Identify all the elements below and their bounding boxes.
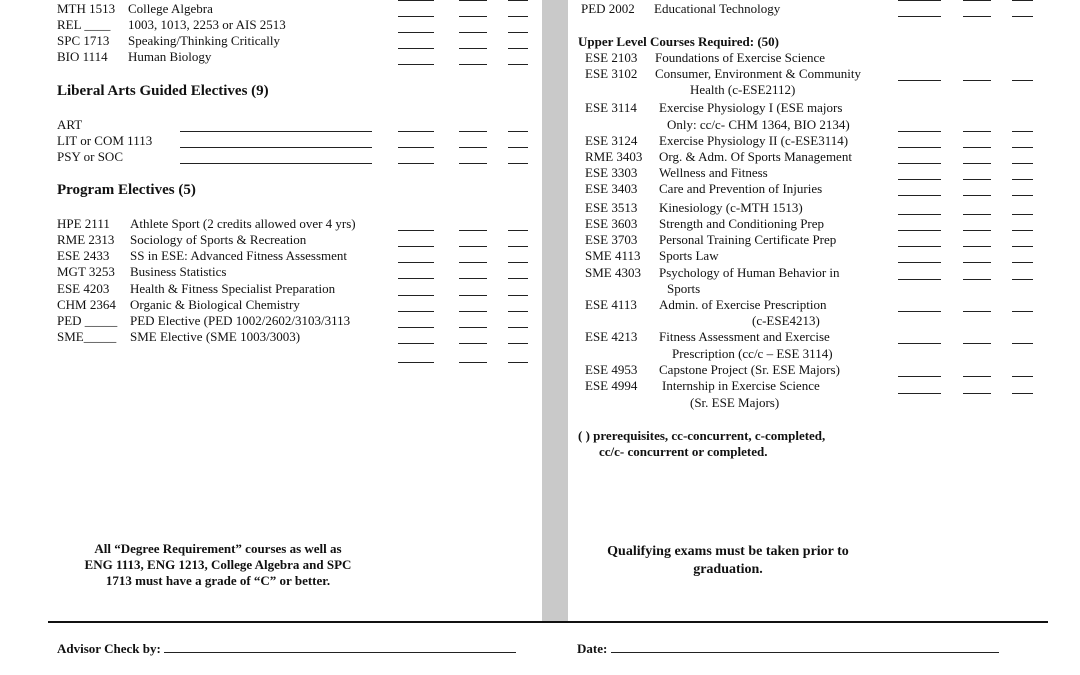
course-title-cont: Sports <box>667 281 701 296</box>
course-title: SME Elective (SME 1003/3003) <box>130 329 301 344</box>
grade-blank-line[interactable] <box>398 48 434 49</box>
course-code: SME_____ <box>57 329 117 344</box>
course-code: PED _____ <box>57 313 118 328</box>
grade-blank-line[interactable] <box>963 195 991 196</box>
course-title: Internship in Exercise Science <box>662 378 820 393</box>
course-code: ESE 3124 <box>585 133 638 148</box>
course-code: ESE 3102 <box>585 66 638 81</box>
course-code: ESE 4994 <box>585 378 638 393</box>
course-title: Capstone Project (Sr. ESE Majors) <box>659 362 840 377</box>
course-title: Sports Law <box>659 248 719 263</box>
grade-blank-line[interactable] <box>963 311 991 312</box>
course-code: ESE 3114 <box>585 100 637 115</box>
grade-blank-line[interactable] <box>398 230 434 231</box>
grade-blank-line[interactable] <box>398 131 434 132</box>
course-code: RME 2313 <box>57 232 115 247</box>
course-code: ESE 3403 <box>585 181 638 196</box>
grade-blank-line[interactable] <box>459 246 487 247</box>
grade-blank-line[interactable] <box>963 230 991 231</box>
grade-blank-line[interactable] <box>963 163 991 164</box>
elective-blank-line <box>180 147 372 148</box>
grade-blank-line[interactable] <box>398 327 434 328</box>
elective-label: ART <box>57 117 83 132</box>
note-line: ENG 1113, ENG 1213, College Algebra and SPC <box>84 557 352 572</box>
course-code: PED 2002 <box>581 1 635 16</box>
grade-blank-line[interactable] <box>398 147 434 148</box>
grade-blank-line[interactable] <box>398 295 434 296</box>
course-title: Exercise Physiology I (ESE majors <box>659 100 843 115</box>
grade-blank-line[interactable] <box>963 246 991 247</box>
grade-blank-line[interactable] <box>459 64 487 65</box>
grade-blank-line[interactable] <box>1012 214 1033 215</box>
grade-blank-line[interactable] <box>459 48 487 49</box>
grade-blank-line[interactable] <box>963 147 991 148</box>
grade-requirement-note <box>58 541 378 589</box>
course-title: College Algebra <box>128 1 213 16</box>
advisor-signature-line[interactable] <box>164 640 516 653</box>
grade-blank-line[interactable] <box>508 327 528 328</box>
course-title-cont: Health (c-ESE2112) <box>690 82 796 97</box>
grade-blank-line[interactable] <box>508 64 528 65</box>
date-field <box>577 640 999 657</box>
elective-label: LIT or COM 1113 <box>57 133 153 148</box>
grade-blank-line[interactable] <box>898 80 941 81</box>
grade-blank-line[interactable] <box>459 327 487 328</box>
grade-blank-line[interactable] <box>459 278 487 279</box>
grade-blank-line[interactable] <box>459 16 487 17</box>
grade-blank-line[interactable] <box>1012 147 1033 148</box>
grade-blank-line[interactable] <box>898 195 941 196</box>
date-line[interactable] <box>611 640 999 653</box>
grade-blank-line[interactable] <box>963 262 991 263</box>
grade-blank-line[interactable] <box>963 214 991 215</box>
course-title: Strength and Conditioning Prep <box>659 216 825 231</box>
grade-blank-line[interactable] <box>508 262 528 263</box>
grade-blank-line[interactable] <box>508 295 528 296</box>
course-title: Wellness and Fitness <box>659 165 768 180</box>
course-code: ESE 4213 <box>585 329 638 344</box>
grade-blank-line[interactable] <box>963 179 991 180</box>
grade-blank-line[interactable] <box>459 362 487 363</box>
course-code: SME 4303 <box>585 265 641 280</box>
course-title: Speaking/Thinking Critically <box>128 33 281 48</box>
grade-blank-line[interactable] <box>898 230 941 231</box>
grade-blank-line[interactable] <box>1012 230 1033 231</box>
course-title: Educational Technology <box>654 1 781 16</box>
grade-blank-line[interactable] <box>508 343 528 344</box>
grade-blank-line[interactable] <box>508 230 528 231</box>
grade-blank-line[interactable] <box>508 362 528 363</box>
program-electives-heading: Program Electives (5) <box>57 182 196 198</box>
elective-blank-line <box>180 131 372 132</box>
course-title: Human Biology <box>128 49 212 64</box>
course-title: Fitness Assessment and Exercise <box>659 329 830 344</box>
grade-blank-line[interactable] <box>1012 246 1033 247</box>
grade-blank-line[interactable] <box>898 376 941 377</box>
grade-blank-line[interactable] <box>398 16 434 17</box>
course-code: ESE 4113 <box>585 297 637 312</box>
grade-blank-line[interactable] <box>508 163 528 164</box>
course-title: Psychology of Human Behavior in <box>659 265 840 280</box>
grade-blank-line[interactable] <box>508 32 528 33</box>
grade-blank-line[interactable] <box>898 393 941 394</box>
course-title: Exercise Physiology II (c-ESE3114) <box>659 133 849 148</box>
grade-blank-line[interactable] <box>459 147 487 148</box>
grade-blank-line[interactable] <box>898 214 941 215</box>
note-line: All “Degree Requirement” courses as well as <box>94 541 342 556</box>
exam-note-line: graduation. <box>693 562 763 577</box>
course-code: MTH 1513 <box>57 1 116 16</box>
grade-blank-line[interactable] <box>1012 131 1033 132</box>
course-title: Care and Prevention of Injuries <box>659 181 823 196</box>
course-code: CHM 2364 <box>57 297 116 312</box>
grade-blank-line[interactable] <box>963 376 991 377</box>
grade-blank-line[interactable] <box>1012 343 1033 344</box>
date-label: Date: <box>577 641 608 656</box>
grade-blank-line[interactable] <box>398 262 434 263</box>
grade-blank-line[interactable] <box>459 32 487 33</box>
grade-blank-line[interactable] <box>508 147 528 148</box>
grade-blank-line[interactable] <box>459 230 487 231</box>
grade-blank-line[interactable] <box>1012 195 1033 196</box>
course-title: Admin. of Exercise Prescription <box>659 297 827 312</box>
grade-blank-line[interactable] <box>1012 393 1033 394</box>
prereq-note-line: ( ) prerequisites, cc-concurrent, c-completed, <box>578 428 826 443</box>
grade-blank-line[interactable] <box>1012 179 1033 180</box>
grade-blank-line[interactable] <box>398 32 434 33</box>
grade-blank-line[interactable] <box>508 311 528 312</box>
grade-blank-line[interactable] <box>508 246 528 247</box>
course-title: SS in ESE: Advanced Fitness Assessment <box>130 248 348 263</box>
course-title: Org. & Adm. Of Sports Management <box>659 149 852 164</box>
course-code: ESE 4203 <box>57 281 110 296</box>
footer-rule <box>48 621 1048 623</box>
grade-blank-line[interactable] <box>898 147 941 148</box>
course-title: Personal Training Certificate Prep <box>659 232 837 247</box>
course-code: BIO 1114 <box>57 49 108 64</box>
grade-blank-line[interactable] <box>898 163 941 164</box>
grade-blank-line[interactable] <box>963 279 991 280</box>
exam-note <box>578 543 878 579</box>
exam-note-line: Qualifying exams must be taken prior to <box>607 544 849 559</box>
grade-blank-line[interactable] <box>898 246 941 247</box>
course-title: Organic & Biological Chemistry <box>130 297 300 312</box>
course-code: MGT 3253 <box>57 264 115 279</box>
course-title-cont: (Sr. ESE Majors) <box>690 395 780 410</box>
course-title: PED Elective (PED 1002/2602/3103/3113 <box>130 313 351 328</box>
grade-blank-line[interactable] <box>398 64 434 65</box>
grade-blank-line[interactable] <box>398 311 434 312</box>
grade-blank-line[interactable] <box>898 179 941 180</box>
grade-blank-line[interactable] <box>963 80 991 81</box>
grade-blank-line[interactable] <box>508 131 528 132</box>
grade-blank-line[interactable] <box>963 343 991 344</box>
grade-blank-line[interactable] <box>898 0 941 1</box>
grade-blank-line[interactable] <box>1012 0 1033 1</box>
course-code: ESE 3513 <box>585 200 638 215</box>
prereq-note-line: cc/c- concurrent or completed. <box>599 444 768 459</box>
course-code: ESE 3703 <box>585 232 638 247</box>
elective-label: PSY or SOC <box>57 149 123 164</box>
grade-blank-line[interactable] <box>963 16 991 17</box>
upper-level-heading: Upper Level Courses Required: (50) <box>578 34 780 49</box>
course-code: REL ____ <box>57 17 111 32</box>
course-code: SME 4113 <box>585 248 641 263</box>
grade-blank-line[interactable] <box>508 0 528 1</box>
note-line: 1713 must have a grade of “C” or better. <box>105 573 331 588</box>
grade-blank-line[interactable] <box>898 131 941 132</box>
grade-blank-line[interactable] <box>1012 163 1033 164</box>
course-title: Foundations of Exercise Science <box>655 50 826 65</box>
grade-blank-line[interactable] <box>398 0 434 1</box>
grade-blank-line[interactable] <box>398 246 434 247</box>
grade-blank-line[interactable] <box>1012 376 1033 377</box>
grade-blank-line[interactable] <box>459 343 487 344</box>
grade-blank-line[interactable] <box>459 295 487 296</box>
grade-blank-line[interactable] <box>459 0 487 1</box>
advisor-check <box>57 640 516 657</box>
grade-blank-line[interactable] <box>398 163 434 164</box>
grade-blank-line[interactable] <box>1012 80 1033 81</box>
course-code: SPC 1713 <box>57 33 110 48</box>
grade-blank-line[interactable] <box>398 362 434 363</box>
course-title: Sociology of Sports & Recreation <box>130 232 307 247</box>
course-code: RME 3403 <box>585 149 643 164</box>
grade-blank-line[interactable] <box>963 131 991 132</box>
grade-blank-line[interactable] <box>898 16 941 17</box>
grade-blank-line[interactable] <box>898 279 941 280</box>
grade-blank-line[interactable] <box>459 131 487 132</box>
course-title: Health & Fitness Specialist Preparation <box>130 281 336 296</box>
elective-blank-line <box>180 163 372 164</box>
grade-blank-line[interactable] <box>508 16 528 17</box>
course-code: ESE 2103 <box>585 50 638 65</box>
course-code: ESE 3603 <box>585 216 638 231</box>
course-title: Business Statistics <box>130 264 227 279</box>
advisor-label: Advisor Check by: <box>57 641 161 656</box>
course-title: Kinesiology (c-MTH 1513) <box>659 200 803 215</box>
grade-blank-line[interactable] <box>1012 16 1033 17</box>
course-title-cont: Only: cc/c- CHM 1364, BIO 2134) <box>667 117 850 132</box>
grade-blank-line[interactable] <box>398 278 434 279</box>
column-divider <box>542 0 568 622</box>
grade-blank-line[interactable] <box>398 343 434 344</box>
grade-blank-line[interactable] <box>898 343 941 344</box>
grade-blank-line[interactable] <box>459 311 487 312</box>
grade-blank-line[interactable] <box>459 262 487 263</box>
grade-blank-line[interactable] <box>898 262 941 263</box>
grade-blank-line[interactable] <box>1012 262 1033 263</box>
course-code: HPE 2111 <box>57 216 110 231</box>
grade-blank-line[interactable] <box>1012 311 1033 312</box>
grade-blank-line[interactable] <box>963 393 991 394</box>
grade-blank-line[interactable] <box>508 278 528 279</box>
course-code: ESE 3303 <box>585 165 638 180</box>
grade-blank-line[interactable] <box>508 48 528 49</box>
liberal-arts-heading: Liberal Arts Guided Electives (9) <box>57 83 269 99</box>
course-code: ESE 2433 <box>57 248 110 263</box>
grade-blank-line[interactable] <box>459 163 487 164</box>
course-title-cont: Prescription (cc/c – ESE 3114) <box>672 346 833 361</box>
course-title-cont: (c-ESE4213) <box>752 313 820 328</box>
grade-blank-line[interactable] <box>1012 279 1033 280</box>
course-code: ESE 4953 <box>585 362 638 377</box>
course-title: Athlete Sport (2 credits allowed over 4 yrs) <box>130 216 356 231</box>
course-title: Consumer, Environment & Community <box>655 66 862 81</box>
course-title: 1003, 1013, 2253 or AIS 2513 <box>128 17 286 32</box>
grade-blank-line[interactable] <box>963 0 991 1</box>
grade-blank-line[interactable] <box>898 311 941 312</box>
